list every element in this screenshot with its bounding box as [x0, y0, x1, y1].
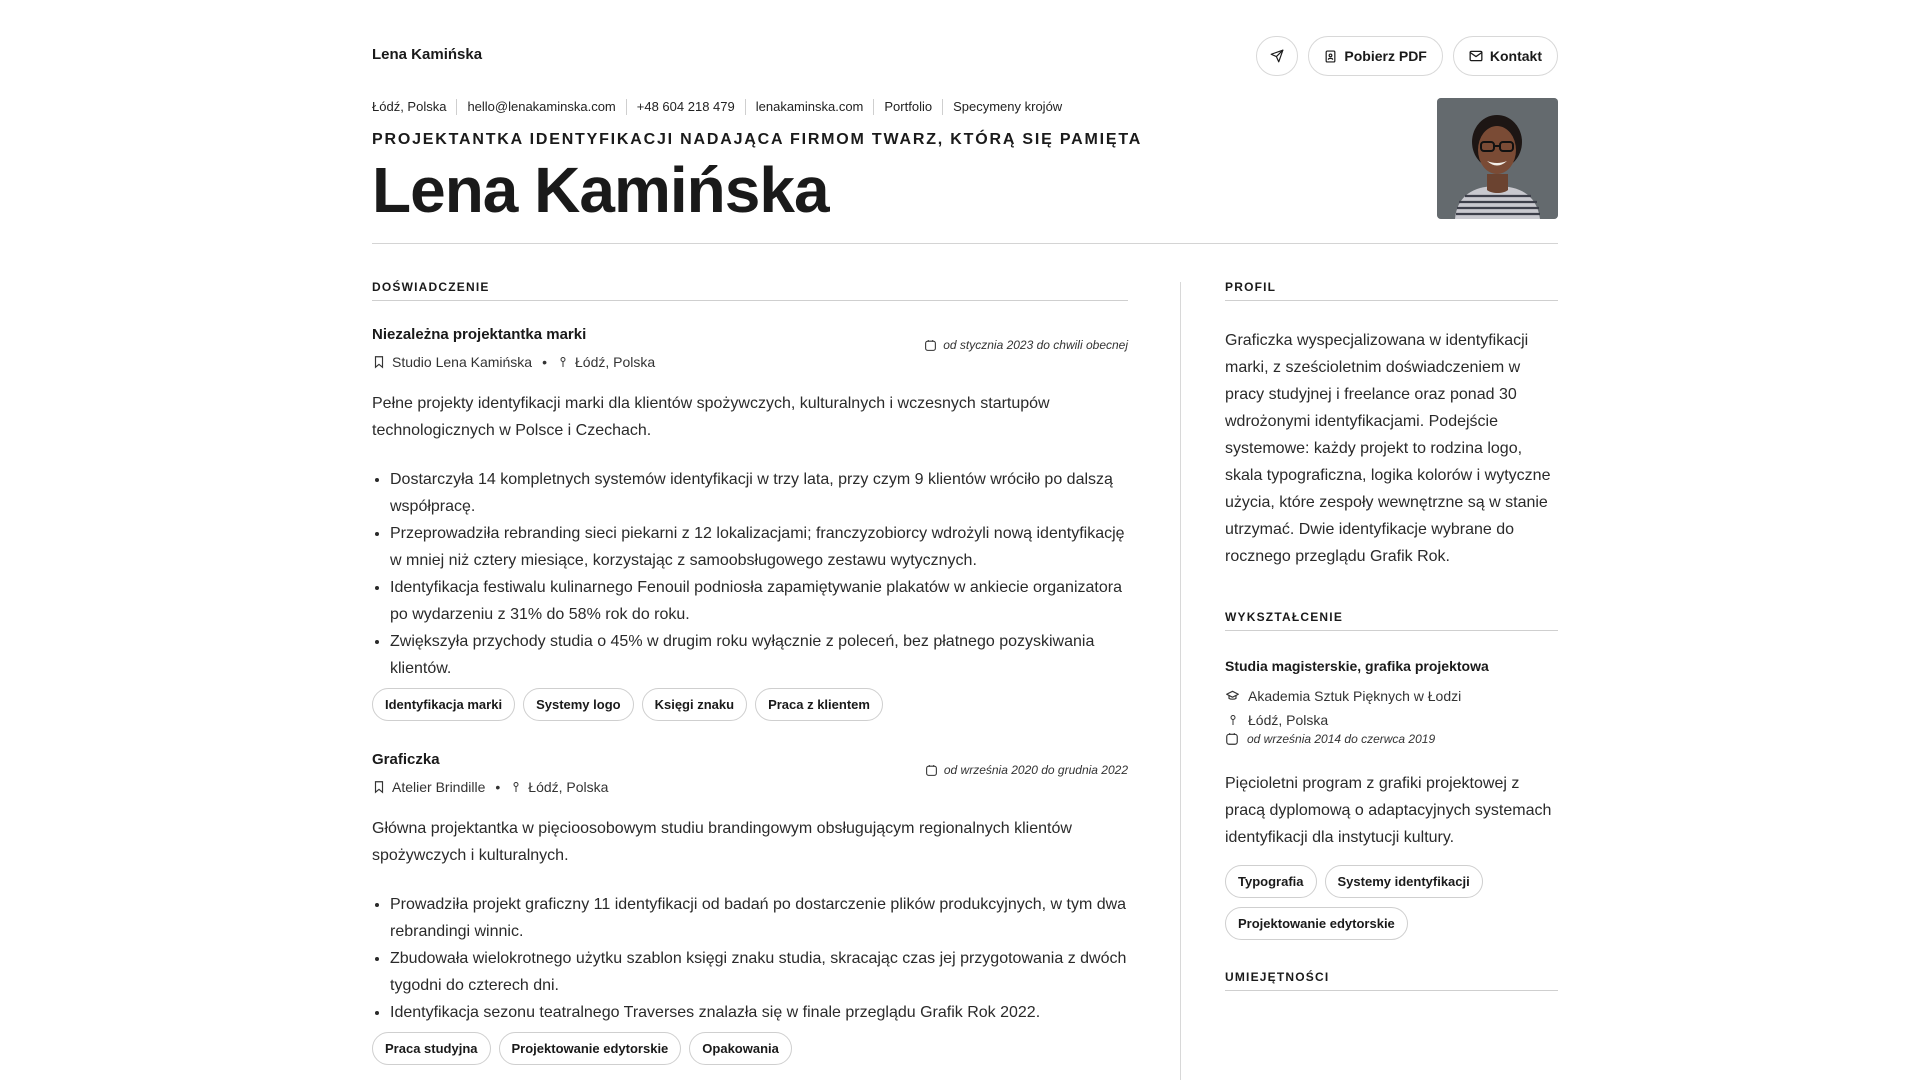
list-item: • Identyfikacja festiwalu kulinarnego Fenouil podniosła zapamiętywanie plakatów w ankiecie organizatora po wydarzeniu z 31% do 58% rok do roku.	[390, 574, 1128, 628]
education-description: Pięcioletni program z grafiki projektowej z pracą dyplomową o adaptacyjnych systemach identyfikacji dla instytucji kultury.	[1225, 775, 1552, 846]
job-date	[925, 763, 1128, 777]
contact-line	[372, 99, 1072, 115]
skill-tag: Identyfikacja marki	[372, 688, 515, 721]
skill-tag: Systemy logo	[523, 688, 634, 721]
job-achievements	[372, 891, 1128, 1026]
job-entry	[372, 751, 1128, 1065]
education-location	[1225, 708, 1558, 732]
avatar	[1437, 98, 1558, 219]
share-button[interactable]	[1256, 36, 1298, 76]
list-item: • Przeprowadziła rebranding sieci piekarni z 12 lokalizacjami; franczyzobiorcy wdrożyli nową identyfikację w mniej niż cztery miesiące, korzystając z samoobsługowego zestawu wytycznych.	[390, 520, 1128, 574]
job-location: Łódź, Polska	[528, 779, 609, 795]
job-tags	[372, 1032, 1128, 1065]
experience-column	[372, 280, 1128, 1065]
job-meta	[372, 354, 1128, 370]
contact-label: Kontakt	[1489, 48, 1542, 64]
type-specimens-link[interactable]: Specymeny krojów	[942, 99, 1072, 115]
job-location: Łódź, Polska	[575, 354, 656, 370]
page-title: Lena Kamińska	[372, 154, 829, 226]
list-item: • Prowadziła projekt graficzny 11 identyfikacji od badań po dostarczenie plików produkcyjnych, w tym dwa rebrandingi winnic.	[390, 891, 1128, 945]
tagline: PROJEKTANTKA IDENTYFIKACJI NADAJĄCA FIRMOM TWARZ, KTÓRĄ SIĘ PAMIĘTA	[372, 131, 1143, 148]
list-item: • Zbudowała wielokrotnego użytku szablon księgi znaku studia, skracając czas jej przygotowania z dwóch tygodni do czterech dni.	[390, 945, 1128, 999]
column-divider	[1180, 282, 1181, 1080]
job-meta	[372, 779, 1128, 795]
download-pdf-label: Pobierz PDF	[1344, 48, 1427, 64]
job-description: Pełne projekty identyfikacji marki dla klientów spożywczych, kulturalnych i wczesnych startupów technologicznych w Polsce i Czechach.	[372, 395, 1050, 439]
calendar-icon	[1225, 732, 1239, 746]
experience-heading: DOŚWIADCZENIE	[372, 280, 1128, 301]
profile-heading: PROFIL	[1225, 280, 1558, 301]
job-date	[924, 338, 1128, 352]
job-date-text: od stycznia 2023 do chwili obecnej	[943, 338, 1128, 352]
skill-tag: Praca z klientem	[755, 688, 883, 721]
skill-tag: Opakowania	[689, 1032, 792, 1065]
skill-tag: Księgi znaku	[642, 688, 747, 721]
list-item: • Zwiększyła przychody studia o 45% w drugim roku wyłącznie z poleceń, bez płatnego pozyskiwania klientów.	[390, 628, 1128, 682]
job-company: Studio Lena Kamińska	[392, 354, 533, 370]
graduation-cap-icon	[1225, 689, 1240, 703]
education-heading: WYKSZTAŁCENIE	[1225, 610, 1558, 631]
education-location-text: Łódź, Polska	[1248, 712, 1329, 728]
calendar-icon	[924, 339, 937, 352]
contact-location: Łódź, Polska	[372, 99, 447, 114]
job-company: Atelier Brindille	[392, 779, 486, 795]
separator-dot: •	[495, 779, 501, 795]
skills-heading: UMIEJĘTNOŚCI	[1225, 970, 1558, 991]
mail-icon	[1469, 49, 1483, 63]
job-description: Główna projektantka w pięcioosobowym studiu brandingowym obsługującym regionalnych klientów spożywczych i kulturalnych.	[372, 820, 1072, 864]
education-date	[1225, 732, 1558, 746]
brand-name: Lena Kamińska	[372, 46, 483, 63]
education-tags	[1225, 865, 1558, 940]
job-entry	[372, 326, 1128, 721]
pin-icon	[1225, 713, 1240, 727]
job-title: Graficzka	[372, 751, 440, 768]
skill-tag: Systemy identyfikacji	[1325, 865, 1483, 898]
job-date-text: od września 2020 do grudnia 2022	[943, 763, 1128, 777]
job-tags	[372, 688, 1128, 721]
bookmark-icon	[372, 355, 386, 369]
action-buttons	[1256, 36, 1558, 76]
job-achievements	[372, 466, 1128, 682]
header-divider	[372, 243, 1558, 244]
skill-tag: Typografia	[1225, 865, 1317, 898]
contact-phone-link[interactable]: +48 604 218 479	[626, 99, 745, 115]
sidebar-column	[1225, 280, 1558, 991]
contact-email-link[interactable]: hello@lenakaminska.com	[456, 99, 625, 115]
file-icon	[1324, 50, 1337, 63]
education-school-name: Akademia Sztuk Pięknych w Łodzi	[1248, 688, 1462, 704]
skill-tag: Projektowanie edytorskie	[1225, 907, 1408, 940]
job-title: Niezależna projektantka marki	[372, 326, 587, 343]
list-item: • Dostarczyła 14 kompletnych systemów identyfikacji w trzy lata, przy czym 9 klientów wróciło po dalszą współpracę.	[390, 466, 1128, 520]
bookmark-icon	[372, 780, 386, 794]
skill-tag: Projektowanie edytorskie	[499, 1032, 682, 1065]
contact-website-link[interactable]: lenakaminska.com	[745, 99, 874, 115]
pin-icon	[557, 355, 569, 369]
education-school	[1225, 684, 1558, 708]
skill-tag: Praca studyjna	[372, 1032, 491, 1065]
portfolio-link[interactable]: Portfolio	[873, 99, 942, 115]
list-item: • Identyfikacja sezonu teatralnego Traverses znalazła się w finale przeglądu Grafik Rok 2022.	[390, 999, 1128, 1026]
send-icon	[1270, 49, 1284, 63]
education-date-text: od września 2014 do czerwca 2019	[1247, 732, 1436, 746]
download-pdf-button[interactable]	[1308, 36, 1442, 76]
top-bar	[372, 36, 1558, 76]
calendar-icon	[925, 764, 938, 777]
education-degree: Studia magisterskie, grafika projektowa	[1225, 658, 1489, 674]
separator-dot: •	[542, 354, 547, 370]
profile-text: Graficzka wyspecjalizowana w identyfikacji marki, z sześcioletnim doświadczeniem w pracy studyjnej i freelance oraz ponad 30 wdrożonymi identyfikacjami. Podejście systemowe: każdy projekt to rodzina logo, skala typograficzna, logika kolorów i wytyczne użycia, które zespoły wewnętrzne są w stanie utrzymać. Dwie identyfikacje wybrane do rocznego przeglądu Grafik Rok.	[1225, 332, 1551, 565]
pin-icon	[510, 780, 522, 794]
contact-button[interactable]	[1453, 36, 1558, 76]
